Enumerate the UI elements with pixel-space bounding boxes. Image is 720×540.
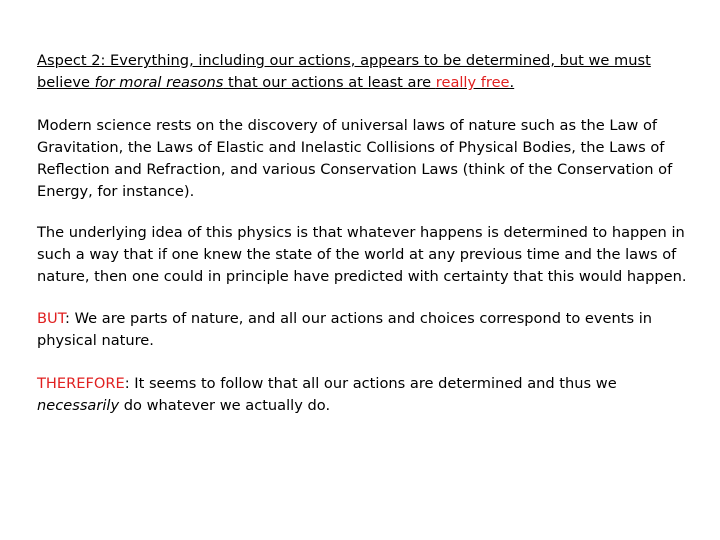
therefore-text-after: do whatever we actually do. — [119, 397, 331, 414]
therefore-keyword: THEREFORE — [37, 375, 125, 392]
aspect-heading — [37, 50, 697, 94]
but-paragraph — [37, 308, 697, 352]
heading-part1: Aspect 2: Everything, including our actions, appears to be determined, but we must believe — [37, 52, 651, 91]
therefore-text-before: : It seems to follow that all our actions are determined and thus we — [124, 375, 617, 392]
physics-paragraph: The underlying idea of this physics is that whatever happens is determined to happen in such a way that if one knew the state of the world at any previous time and the laws of nature, then one could in principle have predicted with certainty that this would happen. — [37, 224, 687, 285]
but-text: : We are parts of nature, and all our actions and choices correspond to events in physical nature. — [37, 310, 653, 349]
therefore-paragraph — [37, 373, 697, 417]
heading-end: . — [509, 74, 515, 91]
heading-part2: that our actions at least are — [223, 74, 436, 91]
therefore-emphasis: necessarily — [37, 397, 120, 414]
science-paragraph: Modern science rests on the discovery of universal laws of nature such as the Law of Gravitation, the Laws of Elastic and Inelastic Collisions of Physical Bodies, the Laws of Reflection and Refraction, and various Conservation Laws (think of the Conservation of Energy, for instance). — [37, 117, 673, 200]
but-keyword: BUT — [37, 310, 66, 327]
heading-emphasis: for moral reasons — [94, 74, 224, 91]
heading-highlight: really free — [435, 74, 510, 91]
